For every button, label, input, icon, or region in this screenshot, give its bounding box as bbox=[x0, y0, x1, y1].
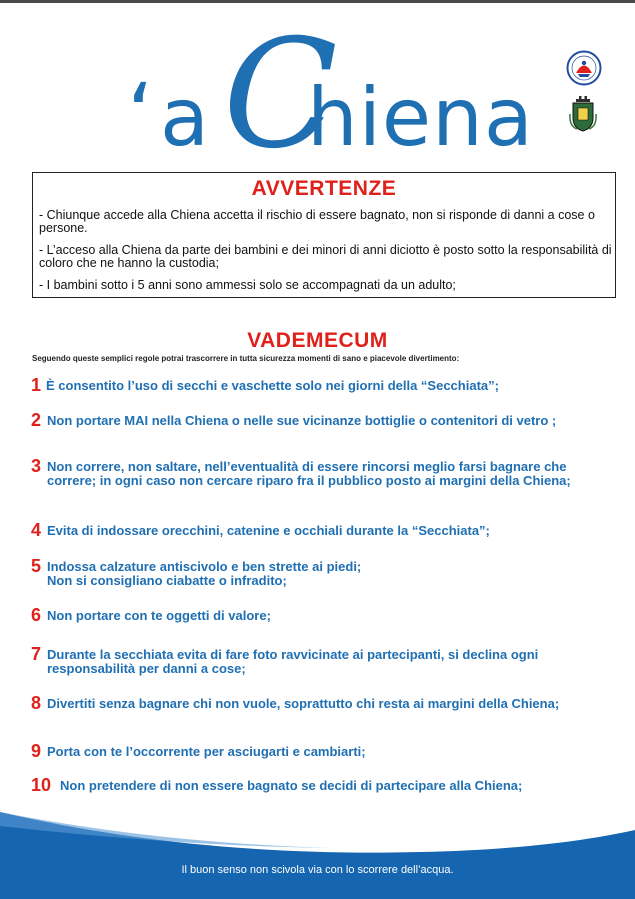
rule-number: 1 bbox=[31, 375, 42, 395]
rule-number: 7 bbox=[31, 644, 42, 664]
rule-number: 9 bbox=[31, 741, 42, 761]
warnings-list bbox=[39, 209, 617, 301]
footer-wave bbox=[0, 800, 635, 899]
rule-item bbox=[31, 456, 601, 506]
rule-item bbox=[31, 410, 596, 446]
rule-text: Evita di indossare orecchini, catenine e occhiali durante la “Secchiata”; bbox=[47, 523, 490, 538]
top-border bbox=[0, 0, 635, 3]
rule-number: 4 bbox=[31, 520, 42, 540]
municipal-crest-icon bbox=[569, 96, 597, 132]
warning-item: - I bambini sotto i 5 anni sono ammessi solo se accompagnati da un adulto; bbox=[39, 278, 456, 292]
rule-text: Non portare con te oggetti di valore; bbox=[47, 608, 271, 623]
page-title bbox=[127, 8, 534, 182]
rule-number: 8 bbox=[31, 693, 42, 713]
rule-number: 3 bbox=[31, 456, 42, 476]
rule-text: Divertiti senza bagnare chi non vuole, soprattutto chi resta ai margini della Chiena; bbox=[47, 696, 560, 711]
warnings-title: AVVERTENZE bbox=[251, 177, 397, 200]
rule-text: Porta con te l’occorrente per asciugarti e cambiarti; bbox=[47, 744, 366, 759]
rule-number: 5 bbox=[31, 556, 42, 576]
title-initial-c: C bbox=[223, 8, 338, 182]
rule-text: È consentito l’uso di secchi e vaschette solo nei giorni della “Secchiata”; bbox=[46, 378, 499, 393]
title-hiena: hiena bbox=[307, 71, 534, 164]
vademecum-title: VADEMECUM bbox=[247, 329, 388, 352]
rule-item bbox=[31, 693, 606, 729]
rule-number: 2 bbox=[31, 410, 42, 430]
warning-item: - L’acceso alla Chiena da parte dei bambini e dei minori di anni diciotto è posto sotto la responsabilità di coloro che ne hanno la custodia; bbox=[39, 243, 612, 270]
footer-text: Il buon senso non scivola via con lo scorrere dell’acqua. bbox=[181, 864, 454, 876]
rule-number: 6 bbox=[31, 605, 42, 625]
association-seal-icon bbox=[566, 50, 602, 86]
rule-text: Non portare MAI nella Chiena o nelle sue vicinanze bottiglie o contenitori di vetro ; bbox=[47, 413, 557, 428]
rule-text: Non pretendere di non essere bagnato se decidi di partecipare alla Chiena; bbox=[60, 778, 523, 793]
rule-text: Durante la secchiata evita di fare foto ravvicinate ai partecipanti, si declina ogni responsabilità per danni a cose; bbox=[47, 647, 539, 676]
vademecum-subtitle: Seguendo queste semplici regole potrai trascorrere in tutta sicurezza momenti di sano e piacevole divertimento: bbox=[32, 354, 460, 363]
rule-number: 10 bbox=[31, 775, 52, 795]
rule-text: Indossa calzature antiscivolo e ben strette ai piedi; Non si consigliano ciabatte o infradito; bbox=[47, 559, 362, 588]
title-a: a bbox=[160, 71, 210, 164]
warning-item: - Chiunque accede alla Chiena accetta il rischio di essere bagnato, non si risponde di danni a cose o persone. bbox=[39, 208, 595, 235]
warnings-box bbox=[32, 172, 616, 298]
rule-item bbox=[31, 644, 606, 680]
rule-text: Non correre, non saltare, nell’eventualità di essere rincorsi meglio farsi bagnare che correre; in ogni caso non cercare riparo fra il pubblico posto ai margini della Chiena; bbox=[47, 459, 571, 488]
rule-item bbox=[31, 556, 601, 592]
title-apostrophe: ‘ bbox=[127, 65, 154, 163]
